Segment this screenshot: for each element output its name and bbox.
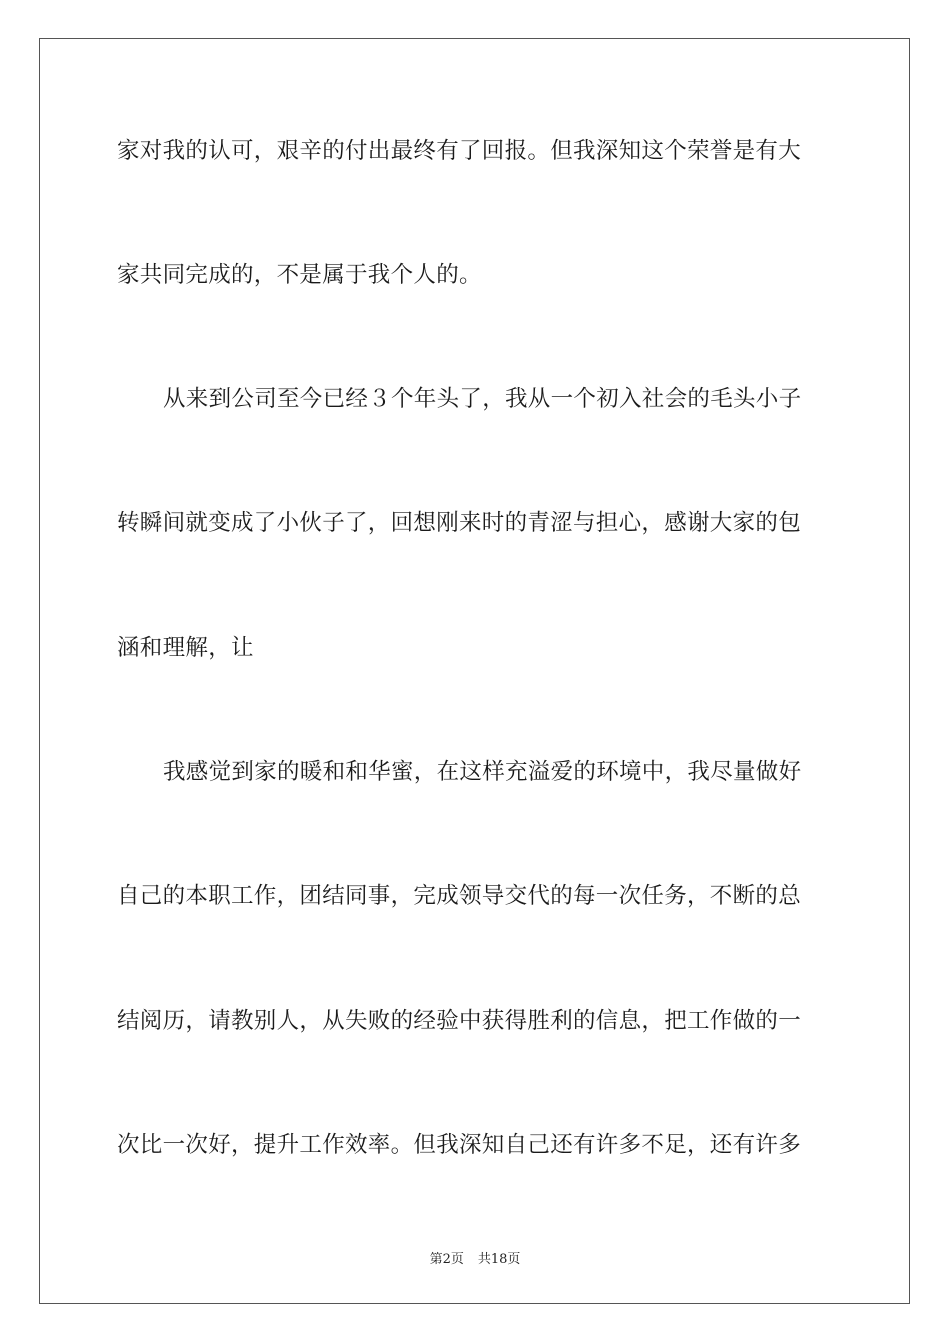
page-total: 共18页 [477,1252,521,1267]
page-frame [39,38,910,1304]
page-number: 第2页 [429,1252,464,1267]
text-line-5: 涵和理解，让 [117,635,254,661]
text-line-2: 家共同完成的，不是属于我个人的。 [117,262,482,288]
page-footer [0,1248,950,1267]
text-line-7: 自己的本职工作，团结同事，完成领导交代的每一次任务，不断的总 [117,883,802,909]
text-line-4: 转瞬间就变成了小伙子了，回想刚来时的青涩与担心，感谢大家的包 [117,510,802,536]
text-line-3: 从来到公司至今已经３个年头了，我从一个初入社会的毛头小子 [163,386,802,412]
text-line-1: 家对我的认可，艰辛的付出最终有了回报。但我深知这个荣誉是有大 [117,138,802,164]
text-line-6: 我感觉到家的暖和和华蜜，在这样充溢爱的环境中，我尽量做好 [163,759,802,785]
text-line-8: 结阅历，请教别人，从失败的经验中获得胜利的信息，把工作做的一 [117,1008,802,1034]
text-line-9: 次比一次好，提升工作效率。但我深知自己还有许多不足，还有许多 [117,1132,802,1158]
